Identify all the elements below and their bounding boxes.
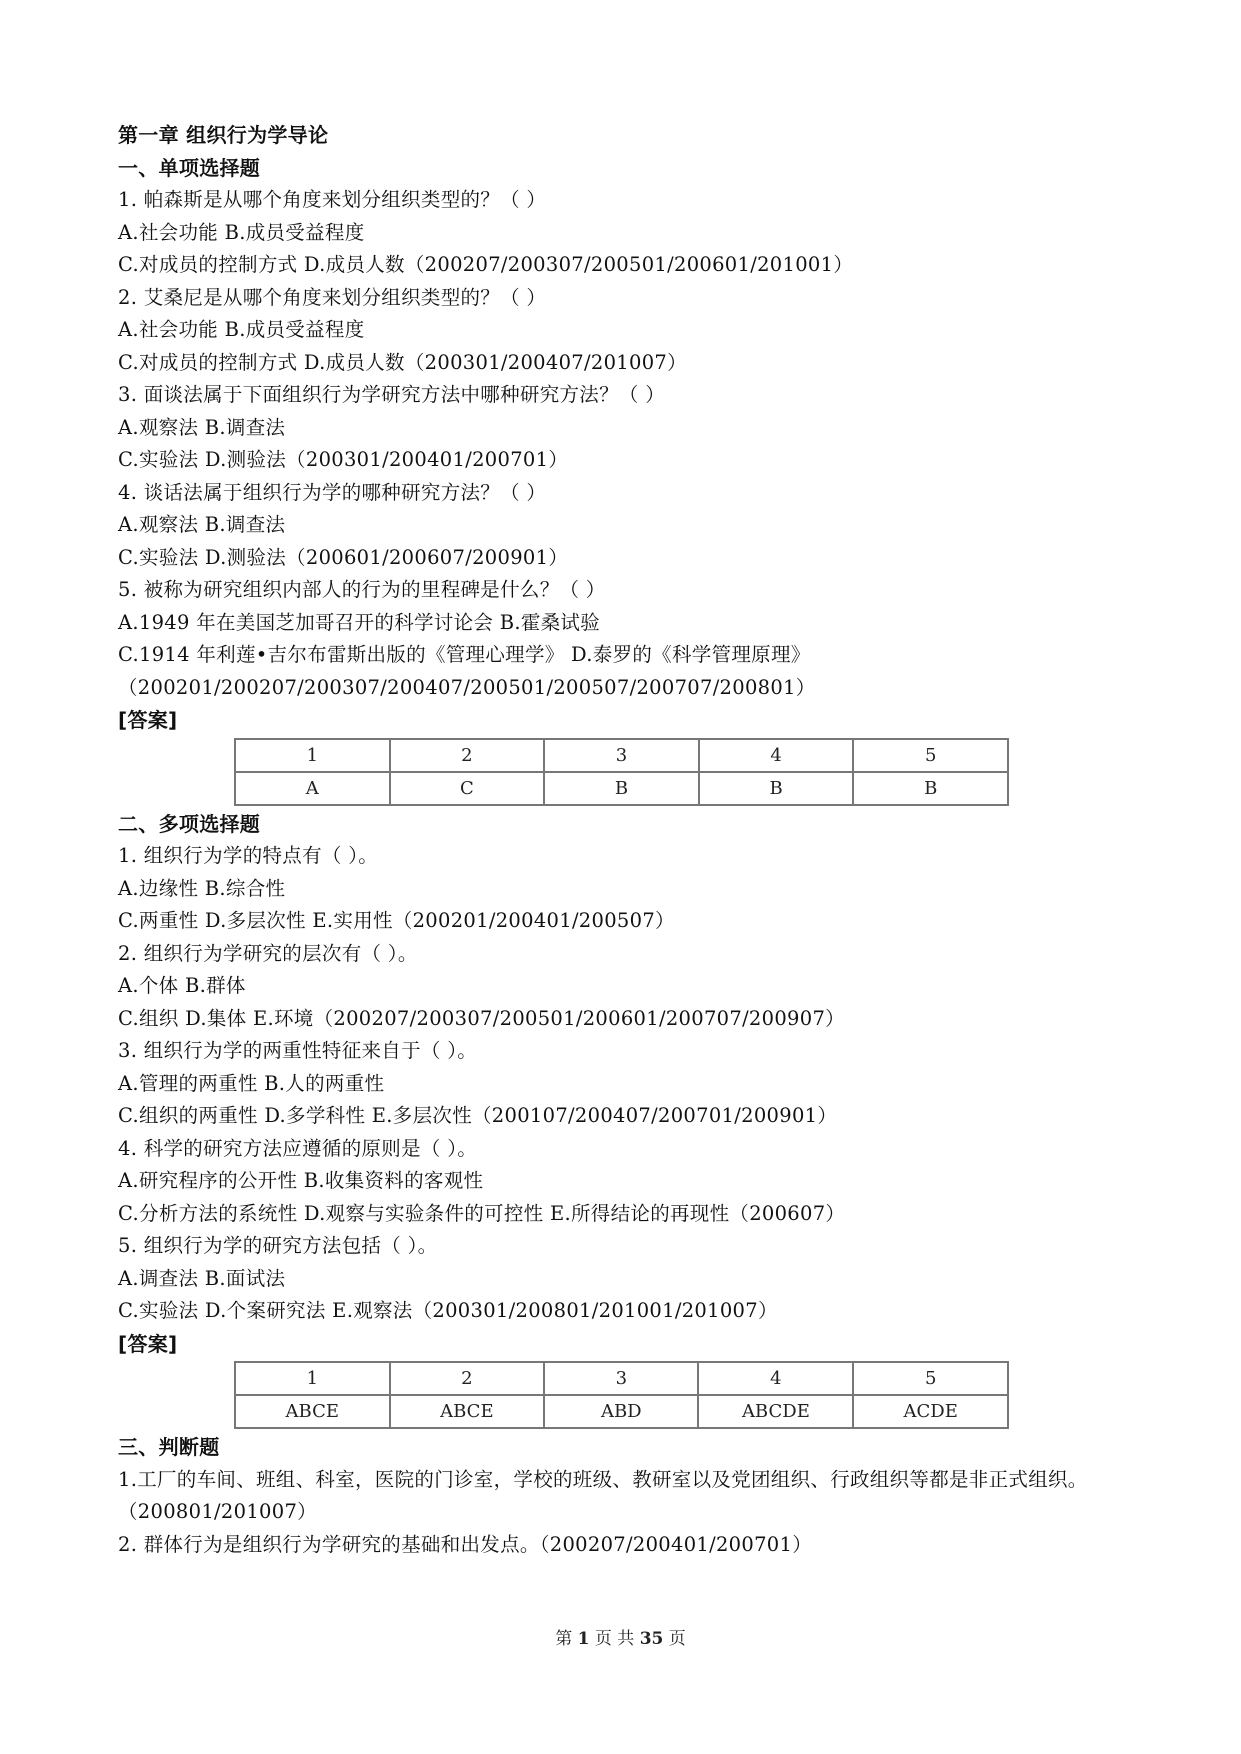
option-line: C.分析方法的系统性 D.观察与实验条件的可控性 E.所得结论的再现性（200607） xyxy=(118,1201,846,1225)
answer-value-cell: A xyxy=(235,772,390,805)
answer-number-cell: 3 xyxy=(544,1362,698,1395)
answer-value-cell: ACDE xyxy=(853,1395,1008,1428)
answer-value-cell: ABCE xyxy=(235,1395,390,1428)
answer-value-cell: ABCE xyxy=(390,1395,545,1428)
option-line: C.1914 年利莲•吉尔布雷斯出版的《管理心理学》 D.泰罗的《科学管理原理》 xyxy=(118,643,811,666)
option-line: A.边缘性 B.综合性 xyxy=(118,876,286,900)
option-line: C.实验法 D.测验法（200301/200401/200701） xyxy=(118,448,569,471)
answer-label: [答案] xyxy=(118,708,178,732)
section-heading-true-false: 三、判断题 xyxy=(118,1435,220,1459)
question-line: 3. 组织行为学的两重性特征来自于（ ）。 xyxy=(118,1039,478,1062)
answer-number-cell: 1 xyxy=(235,739,390,772)
footer-suffix: 页 xyxy=(668,1629,686,1649)
answer-table-value-row xyxy=(235,772,1008,805)
option-line: C.组织 D.集体 E.环境（200207/200307/200501/200601/200707/200907） xyxy=(118,1006,845,1030)
footer-prefix: 第 xyxy=(555,1629,573,1649)
option-line: A.社会功能 B.成员受益程度 xyxy=(118,318,365,341)
answer-number-cell: 3 xyxy=(544,739,699,772)
option-line: C.对成员的控制方式 D.成员人数（200207/200307/200501/200601/201001） xyxy=(118,253,854,276)
option-line: A.1949 年在美国芝加哥召开的科学讨论会 B.霍桑试验 xyxy=(118,610,601,634)
answer-value-cell: B xyxy=(544,772,699,805)
option-line: A.个体 B.群体 xyxy=(118,974,246,997)
answer-table-value-row xyxy=(235,1395,1008,1428)
answer-table-header-row xyxy=(235,1362,1008,1395)
option-line: A.管理的两重性 B.人的两重性 xyxy=(118,1071,385,1095)
option-line: C.实验法 D.个案研究法 E.观察法（200301/200801/201001/201007） xyxy=(118,1299,778,1322)
question-line: 1. 帕森斯是从哪个角度来划分组织类型的？（ ） xyxy=(118,188,547,211)
question-line: 3. 面谈法属于下面组织行为学研究方法中哪种研究方法？（ ） xyxy=(118,383,666,406)
answer-table-multiple-choice xyxy=(234,1361,1009,1429)
page-number: 1 xyxy=(577,1629,590,1649)
option-line: A.调查法 B.面试法 xyxy=(118,1266,286,1290)
answer-value-cell: B xyxy=(699,772,854,805)
option-line: C.组织的两重性 D.多学科性 E.多层次性（200107/200407/200701/200901） xyxy=(118,1104,838,1127)
question-line: 2. 艾桑尼是从哪个角度来划分组织类型的？（ ） xyxy=(118,285,547,309)
answer-number-cell: 5 xyxy=(853,1362,1008,1395)
option-line: C.实验法 D.测验法（200601/200607/200901） xyxy=(118,545,569,569)
question-line: 4. 谈话法属于组织行为学的哪种研究方法？（ ） xyxy=(118,480,547,504)
total-pages: 35 xyxy=(639,1629,664,1649)
answer-number-cell: 5 xyxy=(853,739,1008,772)
answer-value-cell: C xyxy=(390,772,545,805)
question-line: 4. 科学的研究方法应遵循的原则是（ ）。 xyxy=(118,1136,478,1160)
answer-number-cell: 4 xyxy=(698,1362,853,1395)
footer-middle: 页 共 xyxy=(594,1629,635,1649)
question-line: 5. 组织行为学的研究方法包括（ ）。 xyxy=(118,1234,438,1257)
section-heading-single-choice: 一、单项选择题 xyxy=(118,155,261,180)
option-line: A.研究程序的公开性 B.收集资料的客观性 xyxy=(118,1169,484,1192)
answer-value-cell: ABD xyxy=(544,1395,698,1428)
question-line: 2. 群体行为是组织行为学研究的基础和出发点。（200207/200401/200701） xyxy=(118,1532,813,1556)
answer-number-cell: 4 xyxy=(699,739,854,772)
question-line: 1. 组织行为学的特点有（ ）。 xyxy=(118,844,379,867)
question-line: 5. 被称为研究组织内部人的行为的里程碑是什么？（ ） xyxy=(118,578,606,601)
answer-number-cell: 1 xyxy=(235,1362,390,1395)
answer-number-cell: 2 xyxy=(390,739,545,772)
option-line: C.两重性 D.多层次性 E.实用性（200201/200401/200507） xyxy=(118,909,675,932)
option-line: C.对成员的控制方式 D.成员人数（200301/200407/201007） xyxy=(118,350,687,374)
answer-table-header-row xyxy=(235,739,1008,772)
answer-value-cell: B xyxy=(853,772,1008,805)
page-footer xyxy=(0,1624,1241,1649)
answer-table-single-choice xyxy=(234,738,1009,806)
answer-number-cell: 2 xyxy=(390,1362,545,1395)
document-content xyxy=(118,119,1138,1561)
option-line: A.社会功能 B.成员受益程度 xyxy=(118,220,365,244)
chapter-title: 第一章 组织行为学导论 xyxy=(118,123,329,147)
option-line: A.观察法 B.调查法 xyxy=(118,415,286,439)
answer-value-cell: ABCDE xyxy=(698,1395,853,1428)
answer-label: [答案] xyxy=(118,1331,178,1356)
question-line: 2. 组织行为学研究的层次有（ ）。 xyxy=(118,941,418,965)
option-line: A.观察法 B.调查法 xyxy=(118,513,286,536)
question-paragraph: 1.工厂的车间、班组、科室，医院的门诊室，学校的班级、教研室以及党团组织、行政组织等都是非正式组织。（200801/201007） xyxy=(118,1467,1088,1523)
section-heading-multiple-choice: 二、多项选择题 xyxy=(118,811,261,836)
exam-codes-line: （200201/200207/200307/200407/200501/200507/200707/200801） xyxy=(118,675,816,699)
